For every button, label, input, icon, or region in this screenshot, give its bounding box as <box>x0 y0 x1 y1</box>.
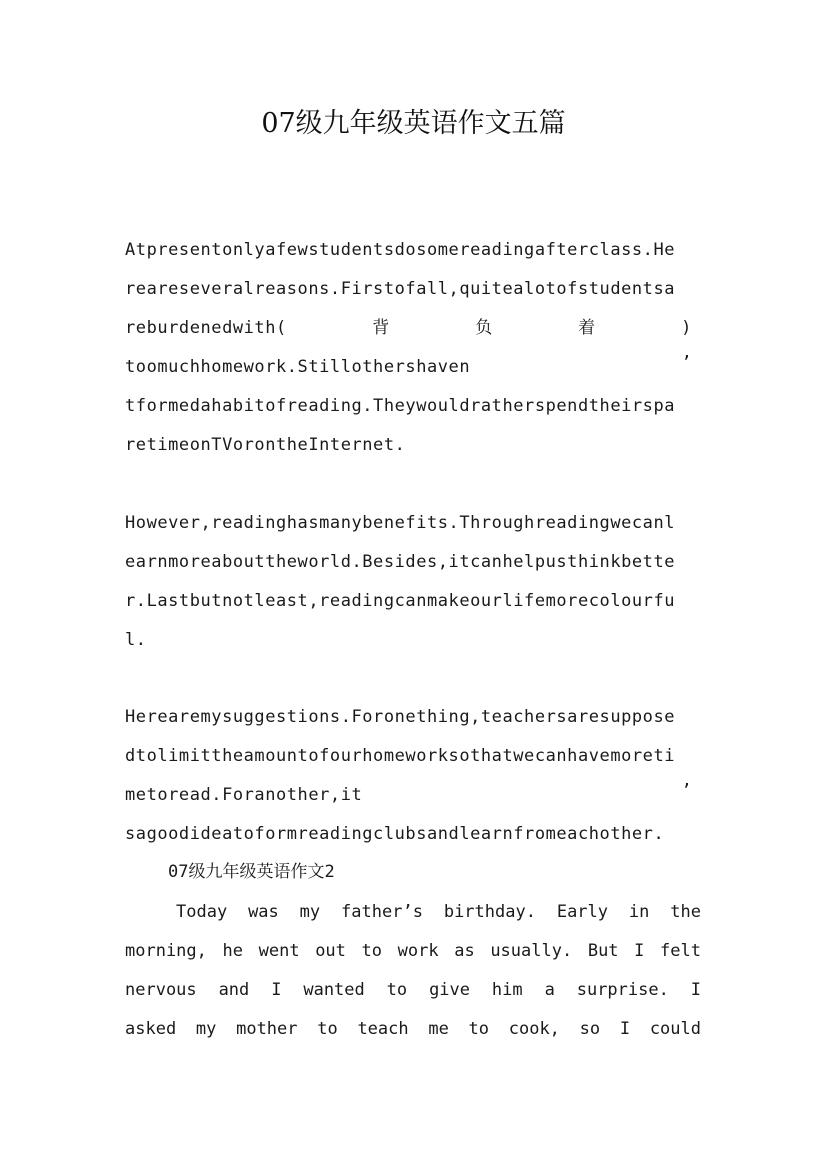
paragraph-2-line-2: earnmoreabouttheworld.Besides,itcanhelpusthinkbette <box>125 552 676 572</box>
paragraph-2-line-3: r.Lastbutnotleast,readingcanmakeourlifemorecolourfu <box>125 591 676 611</box>
paragraph-1-line-1: Atpresentonlyafewstudentsdosomereadingafterclass.He <box>125 240 676 260</box>
paragraph-3-line-3 <box>125 781 692 806</box>
essay-2-line-3: nervous and I wanted to give him a surprise. I <box>125 980 701 1000</box>
apostrophe-mark: ’ <box>681 353 692 373</box>
paragraph-1-line-6: retimeonTVorontheInternet. <box>125 435 406 455</box>
paragraph-3-line-1: Herearemysuggestions.Foronething,teachersaresuppose <box>125 707 676 727</box>
closing-paren: ) <box>681 318 692 338</box>
chinese-char-zhe: 着 <box>578 318 596 338</box>
paragraph-1-line-5: tformedahabitofreading.Theywouldratherspendtheirspa <box>125 396 676 416</box>
apostrophe-mark: ’ <box>681 781 692 801</box>
chinese-char-fu: 负 <box>475 318 493 338</box>
document-title: 07级九年级英语作文五篇 <box>261 108 566 139</box>
paragraph-3-line-4: sagoodideatoformreadingclubsandlearnfromeachother. <box>125 824 665 844</box>
chinese-char-bei: 背 <box>372 318 390 338</box>
paragraph-1-line-4 <box>125 353 692 378</box>
paragraph-1-line-4-text: toomuchhomework.Stillothershaven <box>125 357 471 377</box>
essay-2-line-4: asked my mother to teach me to cook, so I could <box>125 1019 701 1039</box>
paragraph-2-line-1: However,readinghasmanybenefits.Throughreadingwecanl <box>125 513 676 533</box>
essay-2-line-1 <box>125 901 701 923</box>
essay-2-line-2: morning, he went out to work as usually. But I felt <box>125 941 701 961</box>
paragraph-1-line-3-text: reburdenedwith( <box>125 318 287 338</box>
paragraph-2-line-4: l. <box>125 630 147 650</box>
paragraph-3-line-3-text: metoread.Foranother,it <box>125 785 363 805</box>
essay-2-line-1-text: Today was my father’s birthday. Early in the <box>176 902 701 922</box>
paragraph-3-line-2: dtolimittheamountofourhomeworksothatwecanhavemoreti <box>125 746 676 766</box>
paragraph-1-line-3 <box>125 317 692 339</box>
section-subtitle: 07级九年级英语作文2 <box>168 862 335 882</box>
paragraph-1-line-2: reareseveralreasons.Firstofall,quitealotofstudentsa <box>125 279 676 299</box>
